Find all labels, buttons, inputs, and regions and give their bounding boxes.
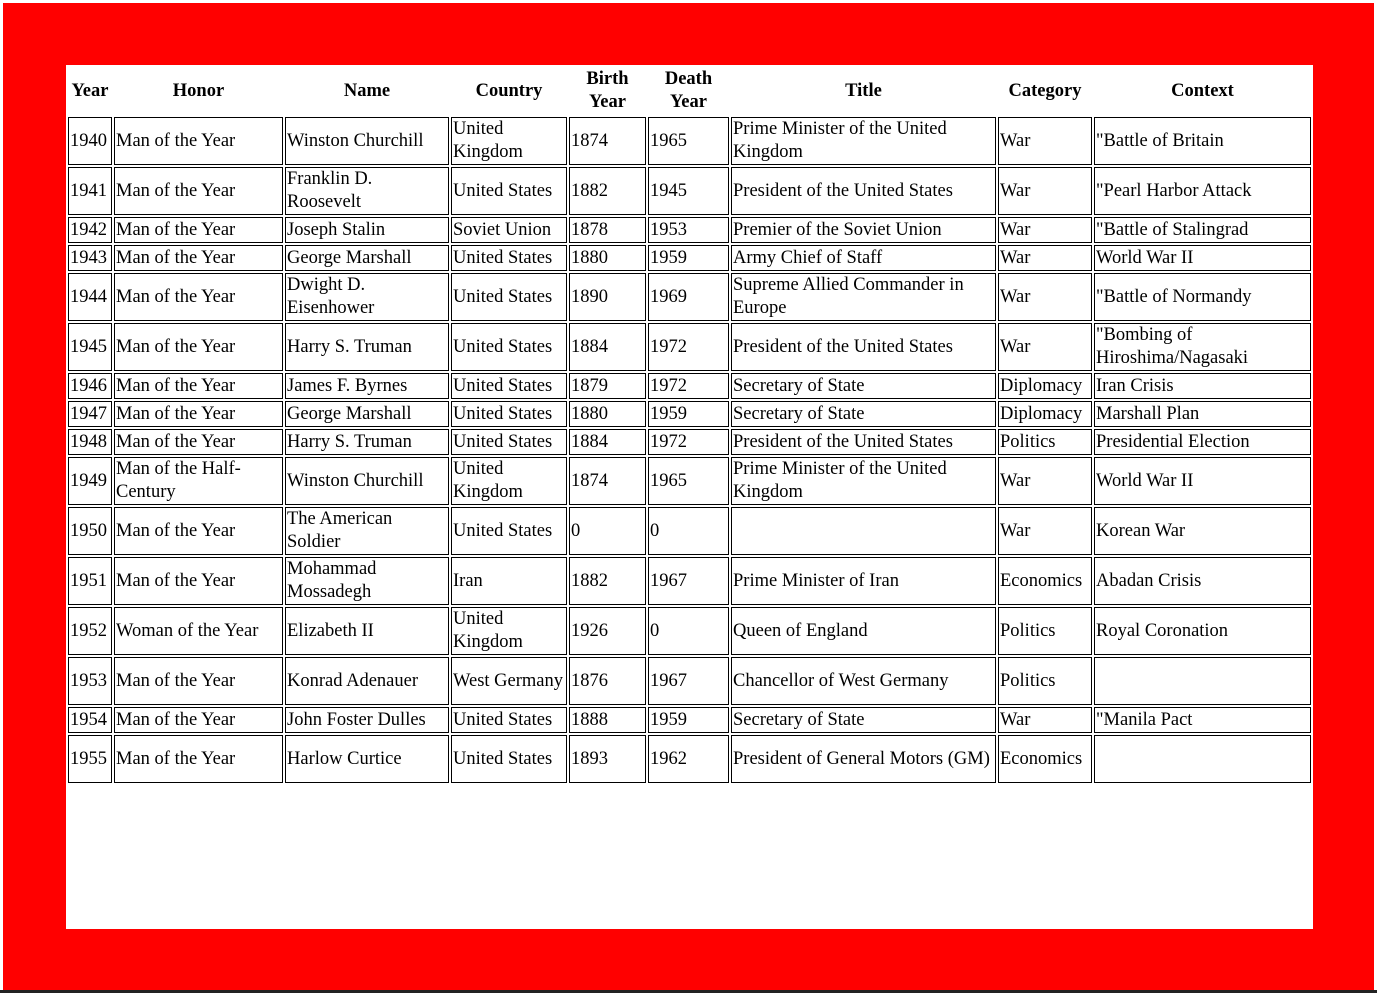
table-row bbox=[68, 217, 1311, 243]
header-honor: Honor bbox=[172, 80, 225, 101]
cell-death-year: 1965 bbox=[648, 457, 729, 505]
cell-country: West Germany bbox=[451, 657, 567, 705]
cell-year: 1944 bbox=[68, 273, 112, 321]
cell-country: United Kingdom bbox=[451, 607, 567, 655]
cell-context: "Battle of Normandy bbox=[1094, 273, 1311, 321]
table-row bbox=[68, 117, 1311, 165]
cell-country: United States bbox=[451, 273, 567, 321]
header-birth-year: Birth Year bbox=[586, 69, 629, 112]
cell-year: 1954 bbox=[68, 707, 112, 733]
cell-title: President of the United States bbox=[731, 167, 996, 215]
table-row bbox=[68, 607, 1311, 655]
cell-category: War bbox=[998, 457, 1092, 505]
cell-honor: Woman of the Year bbox=[114, 607, 283, 655]
cell-birth-year: 1926 bbox=[569, 607, 646, 655]
cell-name: Winston Churchill bbox=[285, 457, 449, 505]
honors-table bbox=[66, 65, 1313, 785]
cell-birth-year: 1882 bbox=[569, 557, 646, 605]
cell-birth-year: 1880 bbox=[569, 245, 646, 271]
table-row bbox=[68, 245, 1311, 271]
cell-title: Queen of England bbox=[731, 607, 996, 655]
cell-context: "Battle of Britain bbox=[1094, 117, 1311, 165]
cell-name: Dwight D. Eisenhower bbox=[285, 273, 449, 321]
cell-year: 1952 bbox=[68, 607, 112, 655]
cell-year: 1940 bbox=[68, 117, 112, 165]
cell-honor: Man of the Year bbox=[114, 657, 283, 705]
cell-title bbox=[731, 507, 996, 555]
cell-birth-year: 1882 bbox=[569, 167, 646, 215]
cell-death-year: 1959 bbox=[648, 245, 729, 271]
cell-year: 1947 bbox=[68, 401, 112, 427]
cell-context: Iran Crisis bbox=[1094, 373, 1311, 399]
cell-context bbox=[1094, 735, 1311, 783]
header-title: Title bbox=[845, 80, 882, 101]
cell-birth-year: 1874 bbox=[569, 457, 646, 505]
cell-country: United States bbox=[451, 735, 567, 783]
cell-honor: Man of the Year bbox=[114, 429, 283, 455]
cell-country: United States bbox=[451, 507, 567, 555]
cell-death-year: 1959 bbox=[648, 707, 729, 733]
cell-context: World War II bbox=[1094, 245, 1311, 271]
cell-country: United States bbox=[451, 245, 567, 271]
cell-category: Politics bbox=[998, 429, 1092, 455]
cell-honor: Man of the Year bbox=[114, 167, 283, 215]
cell-context: World War II bbox=[1094, 457, 1311, 505]
table-row bbox=[68, 323, 1311, 371]
header-death-year: Death Year bbox=[664, 69, 713, 112]
cell-country: United States bbox=[451, 429, 567, 455]
table-row bbox=[68, 273, 1311, 321]
cell-country: United States bbox=[451, 373, 567, 399]
cell-death-year: 1945 bbox=[648, 167, 729, 215]
cell-country: United States bbox=[451, 323, 567, 371]
cell-country: Iran bbox=[451, 557, 567, 605]
cell-name: Harlow Curtice bbox=[285, 735, 449, 783]
cell-name: Elizabeth II bbox=[285, 607, 449, 655]
cell-category: War bbox=[998, 167, 1092, 215]
cell-category: War bbox=[998, 117, 1092, 165]
cell-country: United Kingdom bbox=[451, 457, 567, 505]
cell-context: Royal Coronation bbox=[1094, 607, 1311, 655]
cell-context: "Battle of Stalingrad bbox=[1094, 217, 1311, 243]
cell-context bbox=[1094, 657, 1311, 705]
cell-birth-year: 1884 bbox=[569, 323, 646, 371]
cell-name: Harry S. Truman bbox=[285, 323, 449, 371]
cell-country: United States bbox=[451, 167, 567, 215]
cell-honor: Man of the Year bbox=[114, 117, 283, 165]
cell-honor: Man of the Year bbox=[114, 373, 283, 399]
cell-year: 1945 bbox=[68, 323, 112, 371]
cell-category: War bbox=[998, 273, 1092, 321]
cell-year: 1942 bbox=[68, 217, 112, 243]
cell-title: Army Chief of Staff bbox=[731, 245, 996, 271]
header-row bbox=[68, 67, 1311, 115]
cell-name: Harry S. Truman bbox=[285, 429, 449, 455]
cell-context: Marshall Plan bbox=[1094, 401, 1311, 427]
cell-honor: Man of the Year bbox=[114, 735, 283, 783]
cell-title: President of the United States bbox=[731, 323, 996, 371]
cell-year: 1943 bbox=[68, 245, 112, 271]
cell-birth-year: 0 bbox=[569, 507, 646, 555]
cell-death-year: 1967 bbox=[648, 557, 729, 605]
cell-year: 1946 bbox=[68, 373, 112, 399]
cell-category: War bbox=[998, 323, 1092, 371]
table-row bbox=[68, 735, 1311, 783]
cell-category: Diplomacy bbox=[998, 401, 1092, 427]
cell-honor: Man of the Year bbox=[114, 217, 283, 243]
cell-title: President of the United States bbox=[731, 429, 996, 455]
cell-honor: Man of the Year bbox=[114, 707, 283, 733]
cell-title: Secretary of State bbox=[731, 707, 996, 733]
cell-honor: Man of the Half-Century bbox=[114, 457, 283, 505]
cell-category: Economics bbox=[998, 735, 1092, 783]
cell-name: Franklin D. Roosevelt bbox=[285, 167, 449, 215]
cell-context: Abadan Crisis bbox=[1094, 557, 1311, 605]
cell-name: Joseph Stalin bbox=[285, 217, 449, 243]
cell-birth-year: 1893 bbox=[569, 735, 646, 783]
cell-category: War bbox=[998, 245, 1092, 271]
cell-death-year: 0 bbox=[648, 507, 729, 555]
cell-year: 1941 bbox=[68, 167, 112, 215]
cell-context: "Manila Pact bbox=[1094, 707, 1311, 733]
cell-name: Mohammad Mossadegh bbox=[285, 557, 449, 605]
table-row bbox=[68, 457, 1311, 505]
cell-category: War bbox=[998, 507, 1092, 555]
table-row bbox=[68, 429, 1311, 455]
cell-category: War bbox=[998, 217, 1092, 243]
cell-death-year: 1962 bbox=[648, 735, 729, 783]
cell-honor: Man of the Year bbox=[114, 401, 283, 427]
cell-death-year: 0 bbox=[648, 607, 729, 655]
cell-name: John Foster Dulles bbox=[285, 707, 449, 733]
cell-honor: Man of the Year bbox=[114, 323, 283, 371]
cell-year: 1950 bbox=[68, 507, 112, 555]
table-row bbox=[68, 557, 1311, 605]
cell-birth-year: 1884 bbox=[569, 429, 646, 455]
cell-death-year: 1953 bbox=[648, 217, 729, 243]
cell-death-year: 1967 bbox=[648, 657, 729, 705]
cell-title: Premier of the Soviet Union bbox=[731, 217, 996, 243]
table-row bbox=[68, 657, 1311, 705]
cell-death-year: 1969 bbox=[648, 273, 729, 321]
cell-name: The American Soldier bbox=[285, 507, 449, 555]
header-name: Name bbox=[343, 80, 391, 101]
cell-name: Winston Churchill bbox=[285, 117, 449, 165]
table-row bbox=[68, 507, 1311, 555]
cell-name: James F. Byrnes bbox=[285, 373, 449, 399]
table-row bbox=[68, 373, 1311, 399]
table-row bbox=[68, 401, 1311, 427]
cell-category: Politics bbox=[998, 657, 1092, 705]
cell-category: Economics bbox=[998, 557, 1092, 605]
table-row bbox=[68, 167, 1311, 215]
cell-honor: Man of the Year bbox=[114, 507, 283, 555]
cell-year: 1953 bbox=[68, 657, 112, 705]
cell-country: United Kingdom bbox=[451, 117, 567, 165]
header-category: Category bbox=[1008, 80, 1082, 101]
cell-context: "Bombing of Hiroshima/Nagasaki bbox=[1094, 323, 1311, 371]
cell-name: Konrad Adenauer bbox=[285, 657, 449, 705]
cell-category: Politics bbox=[998, 607, 1092, 655]
cell-title: President of General Motors (GM) bbox=[731, 735, 996, 783]
cell-death-year: 1972 bbox=[648, 373, 729, 399]
cell-birth-year: 1880 bbox=[569, 401, 646, 427]
cell-death-year: 1959 bbox=[648, 401, 729, 427]
cell-context: Presidential Election bbox=[1094, 429, 1311, 455]
cell-title: Prime Minister of Iran bbox=[731, 557, 996, 605]
table-row bbox=[68, 707, 1311, 733]
cell-year: 1948 bbox=[68, 429, 112, 455]
cell-title: Prime Minister of the United Kingdom bbox=[731, 117, 996, 165]
cell-year: 1949 bbox=[68, 457, 112, 505]
cell-title: Prime Minister of the United Kingdom bbox=[731, 457, 996, 505]
cell-honor: Man of the Year bbox=[114, 557, 283, 605]
cell-birth-year: 1878 bbox=[569, 217, 646, 243]
cell-title: Secretary of State bbox=[731, 401, 996, 427]
cell-name: George Marshall bbox=[285, 401, 449, 427]
header-year: Year bbox=[71, 80, 109, 101]
cell-death-year: 1972 bbox=[648, 323, 729, 371]
cell-birth-year: 1888 bbox=[569, 707, 646, 733]
cell-context: Korean War bbox=[1094, 507, 1311, 555]
cell-death-year: 1965 bbox=[648, 117, 729, 165]
cell-title: Supreme Allied Commander in Europe bbox=[731, 273, 996, 321]
cell-category: War bbox=[998, 707, 1092, 733]
cell-year: 1955 bbox=[68, 735, 112, 783]
cell-birth-year: 1876 bbox=[569, 657, 646, 705]
cell-death-year: 1972 bbox=[648, 429, 729, 455]
cell-honor: Man of the Year bbox=[114, 245, 283, 271]
cell-year: 1951 bbox=[68, 557, 112, 605]
cell-country: United States bbox=[451, 707, 567, 733]
cell-birth-year: 1874 bbox=[569, 117, 646, 165]
cell-honor: Man of the Year bbox=[114, 273, 283, 321]
cell-title: Chancellor of West Germany bbox=[731, 657, 996, 705]
cell-birth-year: 1879 bbox=[569, 373, 646, 399]
table-panel bbox=[66, 65, 1313, 929]
cell-context: "Pearl Harbor Attack bbox=[1094, 167, 1311, 215]
cell-birth-year: 1890 bbox=[569, 273, 646, 321]
header-context: Context bbox=[1171, 80, 1234, 101]
cell-name: George Marshall bbox=[285, 245, 449, 271]
cell-country: Soviet Union bbox=[451, 217, 567, 243]
header-country: Country bbox=[475, 80, 543, 101]
cell-title: Secretary of State bbox=[731, 373, 996, 399]
cell-category: Diplomacy bbox=[998, 373, 1092, 399]
cell-country: United States bbox=[451, 401, 567, 427]
